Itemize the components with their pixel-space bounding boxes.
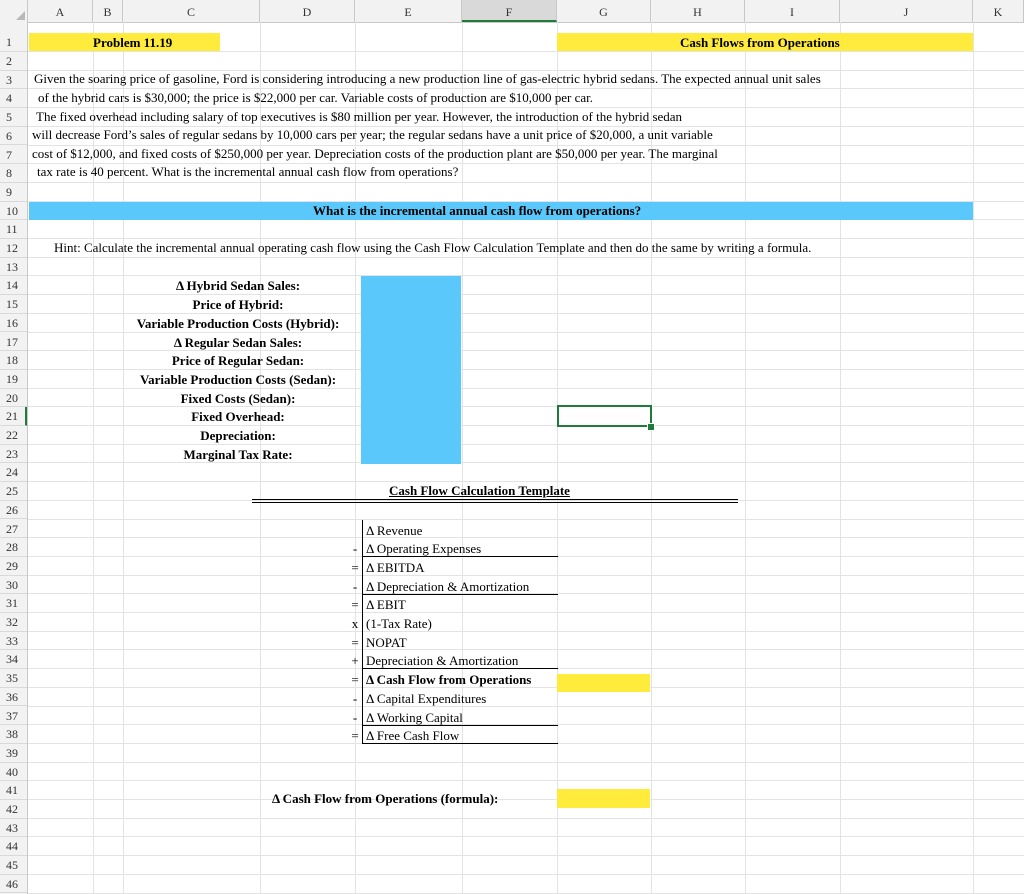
row-header-38[interactable]: 38 [0, 725, 27, 744]
row-header-10[interactable]: 10 [0, 202, 27, 221]
column-header-f[interactable]: F [462, 0, 557, 22]
grid-vline [973, 22, 974, 894]
grid-hline [28, 706, 1024, 707]
row-header-16[interactable]: 16 [0, 314, 27, 333]
template-operator: = [351, 672, 359, 688]
row-header-17[interactable]: 17 [0, 333, 27, 352]
column-header-c[interactable]: C [123, 0, 260, 22]
row-header-42[interactable]: 42 [0, 800, 27, 819]
template-line-label: Δ Revenue [366, 522, 423, 538]
grid-hline [28, 537, 1024, 538]
grid-hline [28, 612, 1024, 613]
row-header-31[interactable]: 31 [0, 594, 27, 613]
row-header-41[interactable]: 41 [0, 781, 27, 800]
row-header-3[interactable]: 3 [0, 71, 27, 90]
row-header-13[interactable]: 13 [0, 258, 27, 277]
row-header-1[interactable]: 1 [0, 32, 27, 52]
row-header-23[interactable]: 23 [0, 445, 27, 464]
template-underline [363, 594, 558, 595]
problem-line: The fixed overhead including salary of top executives is $80 million per year. However, the introduction of the hybrid sedan [36, 109, 683, 124]
template-title: Cash Flow Calculation Template [389, 483, 570, 498]
grid-vline [840, 22, 841, 894]
row-header-36[interactable]: 36 [0, 688, 27, 707]
column-header-j[interactable]: J [840, 0, 973, 22]
template-line-label: (1-Tax Rate) [366, 616, 432, 631]
input-label: Price of Regular Sedan: [171, 353, 305, 369]
template-operator: + [351, 653, 359, 669]
row-header-34[interactable]: 34 [0, 650, 27, 669]
grid-hline [28, 818, 1024, 819]
grid-hline [28, 836, 1024, 837]
template-top-border [252, 499, 738, 500]
column-header-b[interactable]: B [93, 0, 123, 22]
row-header-25[interactable]: 25 [0, 482, 27, 501]
formula-label: Δ Cash Flow from Operations (formula): [272, 791, 499, 806]
template-line-label: Δ Capital Expenditures [366, 690, 487, 706]
hint-text: Hint: Calculate the incremental annual operating cash flow using the Cash Flow Calculation Template and then do the same by writing a formula. [54, 240, 812, 255]
grid-hline [28, 874, 1024, 875]
row-header-8[interactable]: 8 [0, 164, 27, 183]
input-values-area[interactable] [361, 276, 461, 464]
row-header-12[interactable]: 12 [0, 239, 27, 258]
row-header-7[interactable]: 7 [0, 146, 27, 165]
row-header-29[interactable]: 29 [0, 557, 27, 576]
row-header-26[interactable]: 26 [0, 501, 27, 520]
problem-line: tax rate is 40 percent. What is the incremental annual cash flow from operations? [37, 164, 459, 179]
row-header-18[interactable]: 18 [0, 351, 27, 370]
template-line-label: Δ Cash Flow from Operations [366, 672, 532, 688]
template-line-label: Depreciation & Amortization [366, 653, 519, 669]
template-line-label: Δ EBITDA [366, 559, 425, 575]
input-label: Fixed Costs (Sedan): [180, 390, 296, 406]
template-operator: = [351, 559, 359, 575]
input-label: Fixed Overhead: [191, 409, 285, 425]
row-header-22[interactable]: 22 [0, 426, 27, 445]
column-header-i[interactable]: I [745, 0, 840, 22]
formula-answer-cell[interactable] [557, 789, 650, 808]
template-operator: = [351, 728, 359, 744]
grid-hline [28, 519, 1024, 520]
column-header-k[interactable]: K [973, 0, 1024, 22]
grid-hline [28, 51, 1024, 52]
row-header-40[interactable]: 40 [0, 763, 27, 782]
row-header-15[interactable]: 15 [0, 295, 27, 314]
grid-hline [28, 762, 1024, 763]
row-header-2[interactable]: 2 [0, 52, 27, 71]
row-header-24[interactable]: 24 [0, 463, 27, 482]
column-header-d[interactable]: D [260, 0, 355, 22]
grid-hline [28, 893, 1024, 894]
problem-number: Problem 11.19 [93, 35, 173, 50]
column-header-e[interactable]: E [355, 0, 462, 22]
template-line-label: Δ Depreciation & Amortization [366, 578, 530, 594]
column-header-g[interactable]: G [557, 0, 651, 22]
row-header-21[interactable]: 21 [0, 407, 27, 426]
sheet-title: Cash Flows from Operations [680, 35, 840, 50]
template-line-label: Δ Working Capital [366, 709, 463, 725]
template-line-label: NOPAT [366, 634, 407, 650]
row-header-27[interactable]: 27 [0, 520, 27, 539]
row-header-28[interactable]: 28 [0, 538, 27, 557]
template-operator: = [351, 597, 359, 613]
template-underline [363, 743, 558, 744]
select-all-corner[interactable] [0, 0, 28, 22]
grid-hline [28, 799, 1024, 800]
template-left-border [362, 520, 363, 744]
row-header-20[interactable]: 20 [0, 389, 27, 408]
row-header-35[interactable]: 35 [0, 669, 27, 688]
row-header-45[interactable]: 45 [0, 856, 27, 875]
template-underline [363, 725, 558, 726]
grid-hline [28, 780, 1024, 781]
template-operator: - [352, 541, 358, 557]
grid-hline [28, 275, 1024, 276]
row-header-30[interactable]: 30 [0, 576, 27, 595]
grid-hline [28, 631, 1024, 632]
grid-hline [28, 238, 1024, 239]
template-underline [363, 668, 558, 669]
problem-line: Given the soaring price of gasoline, Ford is considering introducing a new production line of gas-electric hybrid sedans. The expected annual unit sales [34, 71, 821, 86]
question-text: What is the incremental annual cash flow from operations? [313, 203, 642, 218]
template-operator: - [352, 690, 358, 706]
grid-hline [28, 481, 1024, 482]
grid-hline [28, 855, 1024, 856]
grid-hline [28, 257, 1024, 258]
row-header-44[interactable]: 44 [0, 837, 27, 856]
input-label: Price of Hybrid: [192, 297, 284, 313]
grid-hline [28, 649, 1024, 650]
input-label: Marginal Tax Rate: [183, 446, 293, 462]
row-header-19[interactable]: 19 [0, 370, 27, 389]
template-operator: - [352, 578, 358, 594]
column-header-h[interactable]: H [651, 0, 745, 22]
input-label: Depreciation: [200, 428, 276, 443]
row-header-43[interactable]: 43 [0, 819, 27, 838]
row-header-9[interactable]: 9 [0, 183, 27, 202]
template-line-label: Δ EBIT [366, 597, 406, 613]
template-operator: - [352, 709, 358, 725]
cash-flow-answer-cell[interactable] [557, 674, 650, 692]
template-underline [363, 556, 558, 557]
row-header-11[interactable]: 11 [0, 220, 27, 239]
row-header-6[interactable]: 6 [0, 127, 27, 146]
grid-hline [28, 107, 1024, 108]
row-header-32[interactable]: 32 [0, 613, 27, 632]
problem-line: of the hybrid cars is $30,000; the price is $22,000 per car. Variable costs of production are $10,000 per car. [38, 90, 593, 105]
fill-handle[interactable] [647, 423, 655, 431]
row-header-14[interactable]: 14 [0, 276, 27, 295]
input-label: Δ Regular Sedan Sales: [173, 334, 303, 350]
input-label: Variable Production Costs (Hybrid): [136, 315, 340, 331]
row-header-37[interactable]: 37 [0, 707, 27, 726]
row-header-33[interactable]: 33 [0, 632, 27, 651]
template-operator: x [351, 616, 359, 631]
template-line-label: Δ Free Cash Flow [366, 728, 460, 744]
column-header-a[interactable]: A [28, 0, 93, 22]
input-label: Δ Hybrid Sedan Sales: [175, 278, 301, 294]
grid-hline [28, 575, 1024, 576]
row-header-5[interactable]: 5 [0, 108, 27, 127]
row-header-4[interactable]: 4 [0, 89, 27, 108]
problem-line: cost of $12,000, and fixed costs of $250,000 per year. Depreciation costs of the production plant are $50,000 per year. The marginal [32, 146, 718, 161]
template-line-label: Δ Operating Expenses [366, 541, 482, 557]
selected-cell-f21[interactable] [557, 405, 652, 427]
grid-hline [28, 182, 1024, 183]
row-header-46[interactable]: 46 [0, 875, 27, 894]
template-operator: = [351, 634, 359, 650]
row-header-39[interactable]: 39 [0, 744, 27, 763]
input-label: Variable Production Costs (Sedan): [139, 371, 337, 387]
template-top-border-double [252, 502, 738, 503]
problem-line: will decrease Ford’s sales of regular sedans by 10,000 cars per year; the regular sedans have a unit price of $20,000, a unit variable [32, 127, 713, 142]
grid-vline [745, 22, 746, 894]
